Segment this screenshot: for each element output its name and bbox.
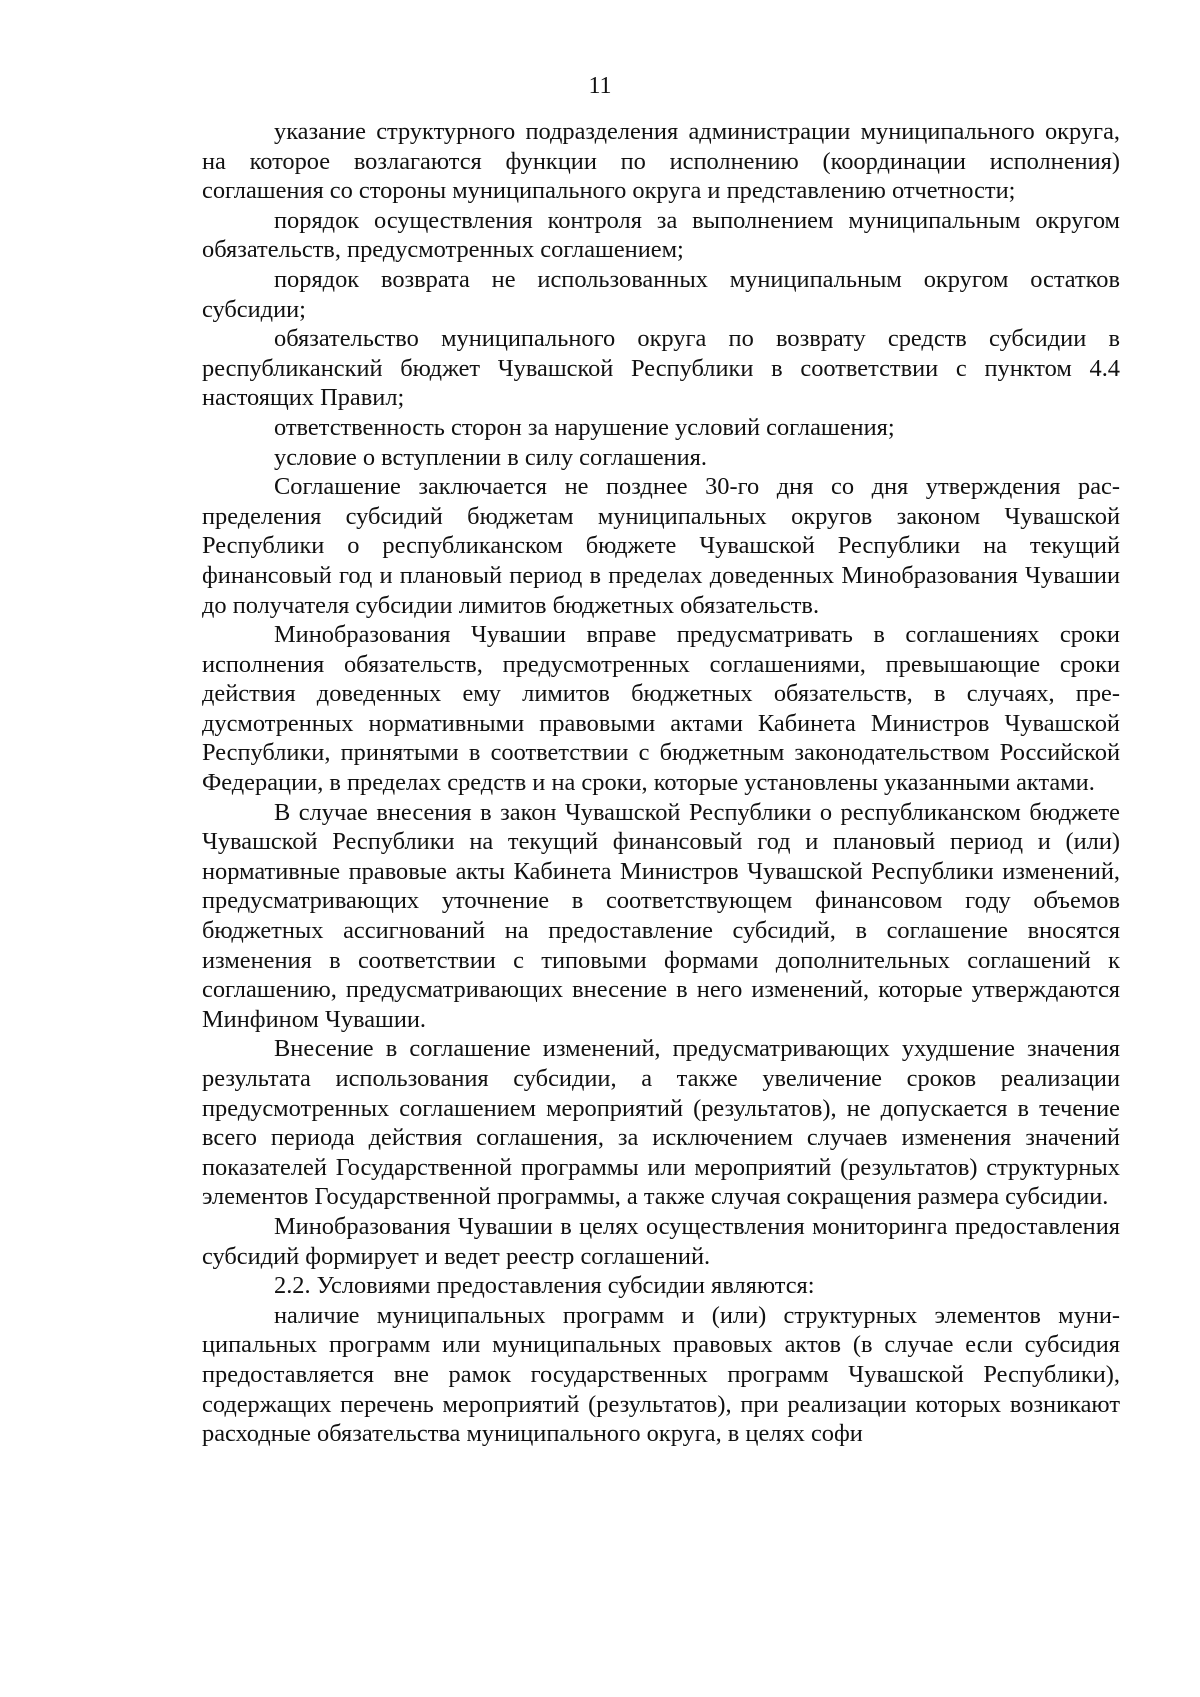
paragraph: условие о вступлении в силу соглашения. (274, 443, 707, 471)
paragraph: указание структурного подразделения администрации муниципального округа, на которое возлагаются функции по исполнению (координации исполнения) соглашения со стороны муниципального округа и представлению отчетности; (202, 118, 1120, 205)
paragraph: Минобразования Чувашии в целях осуществления мониторинга предоставления субсидий формирует и ведет реестр соглашений. (202, 1212, 1120, 1270)
paragraph: Соглашение заключается не позднее 30-го дня со дня утверждения распределения субсидий бюджетам муниципальных округов законом Чувашской Республики о республиканском бюджете Чувашской Республики на текущий финансовый год и плановый период в пределах доведенных Минобразования Чувашии до получателя субсидии лимитов бюджетных обязательств. (202, 473, 1120, 619)
paragraph: Внесение в соглашение изменений, предусматривающих ухудшение значения результата использования субсидии, а также увеличение сроков реализации предусмотренных соглашением мероприятий (результатов), не допускается в течение всего периода действия соглашения, за исключением случаев изменения значений показателей Государственной программы или мероприятий (результатов) структурных элементов Государственной программы, а также случая сокращения размера субсидии. (202, 1035, 1120, 1211)
paragraph: порядок осуществления контроля за выполнением муниципальным округом обязательств, предусмотренных соглашением; (202, 206, 1120, 264)
paragraph: обязательство муниципального округа по возврату средств субсидии в республиканский бюджет Чувашской Республики в соответствии с пунктом 4.4 настоящих Правил; (202, 325, 1120, 412)
paragraph: наличие муниципальных программ и (или) структурных элементов муниципальных программ или муниципальных правовых актов (в случае если субсидия предоставляется вне рамок государственных программ Чувашской Республики), содержащих перечень мероприятий (результатов), при реализации которых возникают расходные обязательства муниципального округа, в целях софи (202, 1301, 1120, 1448)
paragraph: ответственность сторон за нарушение условий соглашения; (274, 413, 895, 441)
page-number: 11 (588, 73, 612, 99)
paragraph: порядок возврата не использованных муниципальным округом остатков субсидии; (202, 265, 1120, 323)
paragraph: В случае внесения в закон Чувашской Республики о республиканском бюджете Чувашской Республики на текущий финансовый год и плановый период и (или) нормативные правовые акты Кабинета Министров Чувашской Республики изменений, предусматривающих уточнение в соответствующем финансовом году объемов бюджетных ассигнований на предоставление субсидий, в соглашение вносятся изменения в соответствии с типовыми формами дополнительных соглашений к соглашению, предусматривающих внесение в него изменений, которые утверждаются Минфином Чувашии. (202, 798, 1120, 1033)
document-body (202, 117, 1120, 1449)
paragraph: Минобразования Чувашии вправе предусматривать в соглашениях сроки исполнения обязательств, предусмотренных соглашениями, превышающие сроки действия доведенных ему лимитов бюджетных обязательств, в случаях, предусмотренных нормативными правовыми актами Кабинета Министров Чувашской Республики, принятыми в соответствии с бюджетным законодательством Российской Федерации, в пределах средств и на сроки, которые установлены указанными актами. (202, 621, 1120, 797)
paragraph: 2.2. Условиями предоставления субсидии являются: (274, 1272, 815, 1300)
